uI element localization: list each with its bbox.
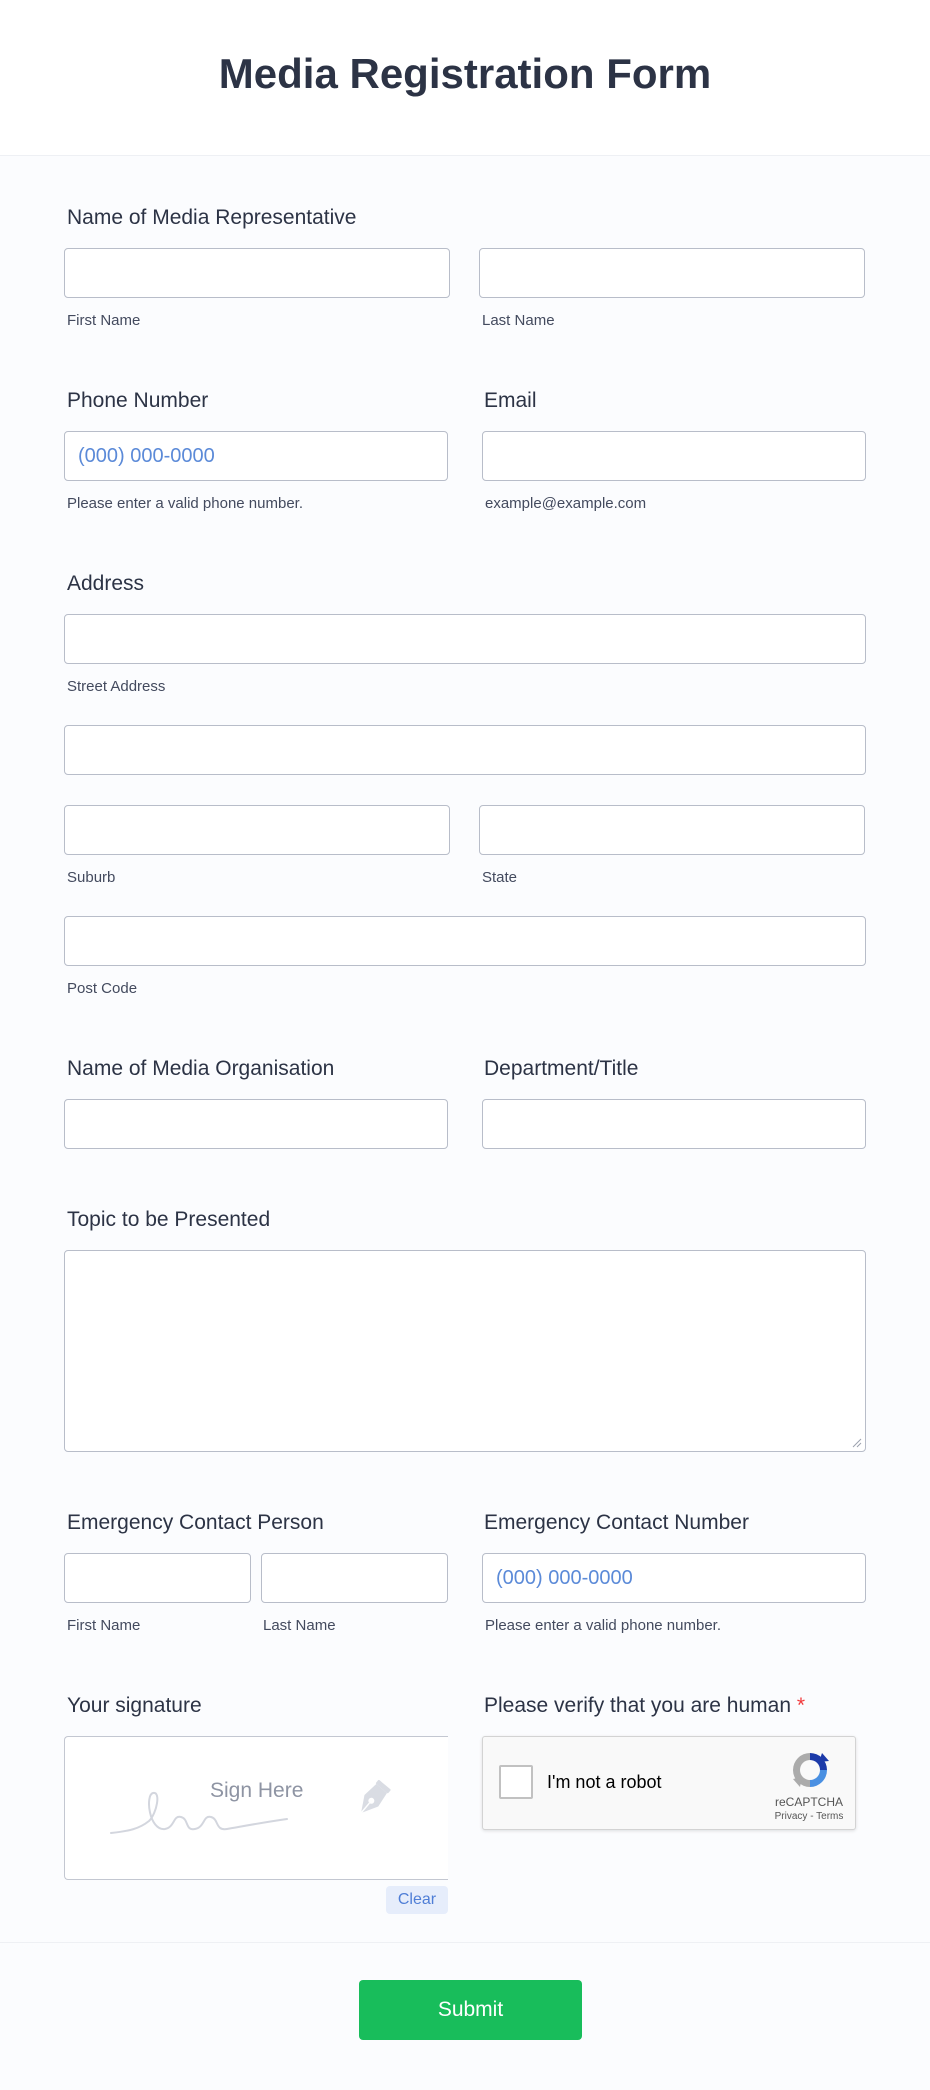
emergency-number-sublabel: Please enter a valid phone number.: [485, 1617, 721, 1634]
email-input[interactable]: [483, 432, 865, 480]
recaptcha-brand: reCAPTCHA: [774, 1795, 843, 1809]
representative-first-name-input[interactable]: [65, 249, 449, 297]
representative-last-name-field[interactable]: [479, 248, 865, 298]
street-address-line-2-field[interactable]: [64, 725, 866, 775]
emergency-last-name-field[interactable]: [261, 1553, 448, 1603]
resize-grip-icon[interactable]: [852, 1438, 862, 1448]
suburb-sublabel: Suburb: [67, 869, 116, 886]
recaptcha-logo-icon: [789, 1749, 831, 1791]
organisation-input[interactable]: [65, 1100, 447, 1148]
emergency-number-label: Emergency Contact Number: [484, 1511, 749, 1534]
emergency-last-name-input[interactable]: [262, 1554, 447, 1602]
representative-first-name-field[interactable]: [64, 248, 450, 298]
topic-textarea[interactable]: [65, 1251, 865, 1451]
emergency-first-name-field[interactable]: [64, 1553, 251, 1603]
email-label: Email: [484, 389, 537, 412]
captcha-label-text: Please verify that you are human: [484, 1694, 792, 1717]
topic-label: Topic to be Presented: [67, 1208, 271, 1231]
signature-clear-button[interactable]: Clear: [386, 1886, 448, 1914]
organisation-field[interactable]: [64, 1099, 448, 1149]
email-field[interactable]: [482, 431, 866, 481]
emergency-number-field[interactable]: [482, 1553, 866, 1603]
street-address-input[interactable]: [65, 615, 865, 663]
suburb-field[interactable]: [64, 805, 450, 855]
representative-last-name-input[interactable]: [480, 249, 864, 297]
form-header: [0, 0, 930, 156]
emergency-person-label: Emergency Contact Person: [67, 1511, 324, 1534]
captcha-label: [484, 1694, 805, 1718]
phone-input[interactable]: [65, 432, 447, 480]
representative-last-name-sublabel: Last Name: [482, 312, 555, 329]
department-input[interactable]: [483, 1100, 865, 1148]
suburb-input[interactable]: [65, 806, 449, 854]
organisation-label: Name of Media Organisation: [67, 1057, 335, 1080]
phone-field[interactable]: [64, 431, 448, 481]
email-sublabel: example@example.com: [485, 495, 647, 512]
topic-field[interactable]: [64, 1250, 866, 1452]
signature-placeholder: Sign Here: [210, 1779, 304, 1802]
emergency-number-input[interactable]: [483, 1554, 865, 1602]
form-title: Media Registration Form: [218, 50, 712, 97]
street-address-line-2-input[interactable]: [65, 726, 865, 774]
recaptcha-checkbox[interactable]: [499, 1765, 533, 1799]
pen-nib-icon: [349, 1777, 395, 1823]
recaptcha-widget: [482, 1736, 856, 1830]
footer-divider: [0, 1942, 930, 1943]
post-code-field[interactable]: [64, 916, 866, 966]
post-code-input[interactable]: [65, 917, 865, 965]
phone-sublabel: Please enter a valid phone number.: [67, 495, 303, 512]
street-address-sublabel: Street Address: [67, 678, 166, 695]
post-code-sublabel: Post Code: [67, 980, 138, 997]
representative-label: Name of Media Representative: [67, 206, 357, 229]
representative-first-name-sublabel: First Name: [67, 312, 141, 329]
recaptcha-checkbox-label: I'm not a robot: [547, 1772, 662, 1792]
emergency-last-name-sublabel: Last Name: [263, 1617, 336, 1634]
state-sublabel: State: [482, 869, 518, 886]
emergency-first-name-input[interactable]: [65, 1554, 250, 1602]
department-field[interactable]: [482, 1099, 866, 1149]
recaptcha-links[interactable]: Privacy - Terms: [774, 1811, 844, 1822]
street-address-field[interactable]: [64, 614, 866, 664]
signature-label: Your signature: [67, 1694, 202, 1717]
submit-button[interactable]: Submit: [359, 1980, 582, 2040]
department-label: Department/Title: [484, 1057, 639, 1080]
signature-pad[interactable]: [64, 1736, 448, 1880]
phone-label: Phone Number: [67, 389, 209, 412]
address-label: Address: [67, 572, 145, 595]
state-input[interactable]: [480, 806, 864, 854]
emergency-first-name-sublabel: First Name: [67, 1617, 141, 1634]
required-mark: *: [796, 1694, 806, 1717]
state-field[interactable]: [479, 805, 865, 855]
